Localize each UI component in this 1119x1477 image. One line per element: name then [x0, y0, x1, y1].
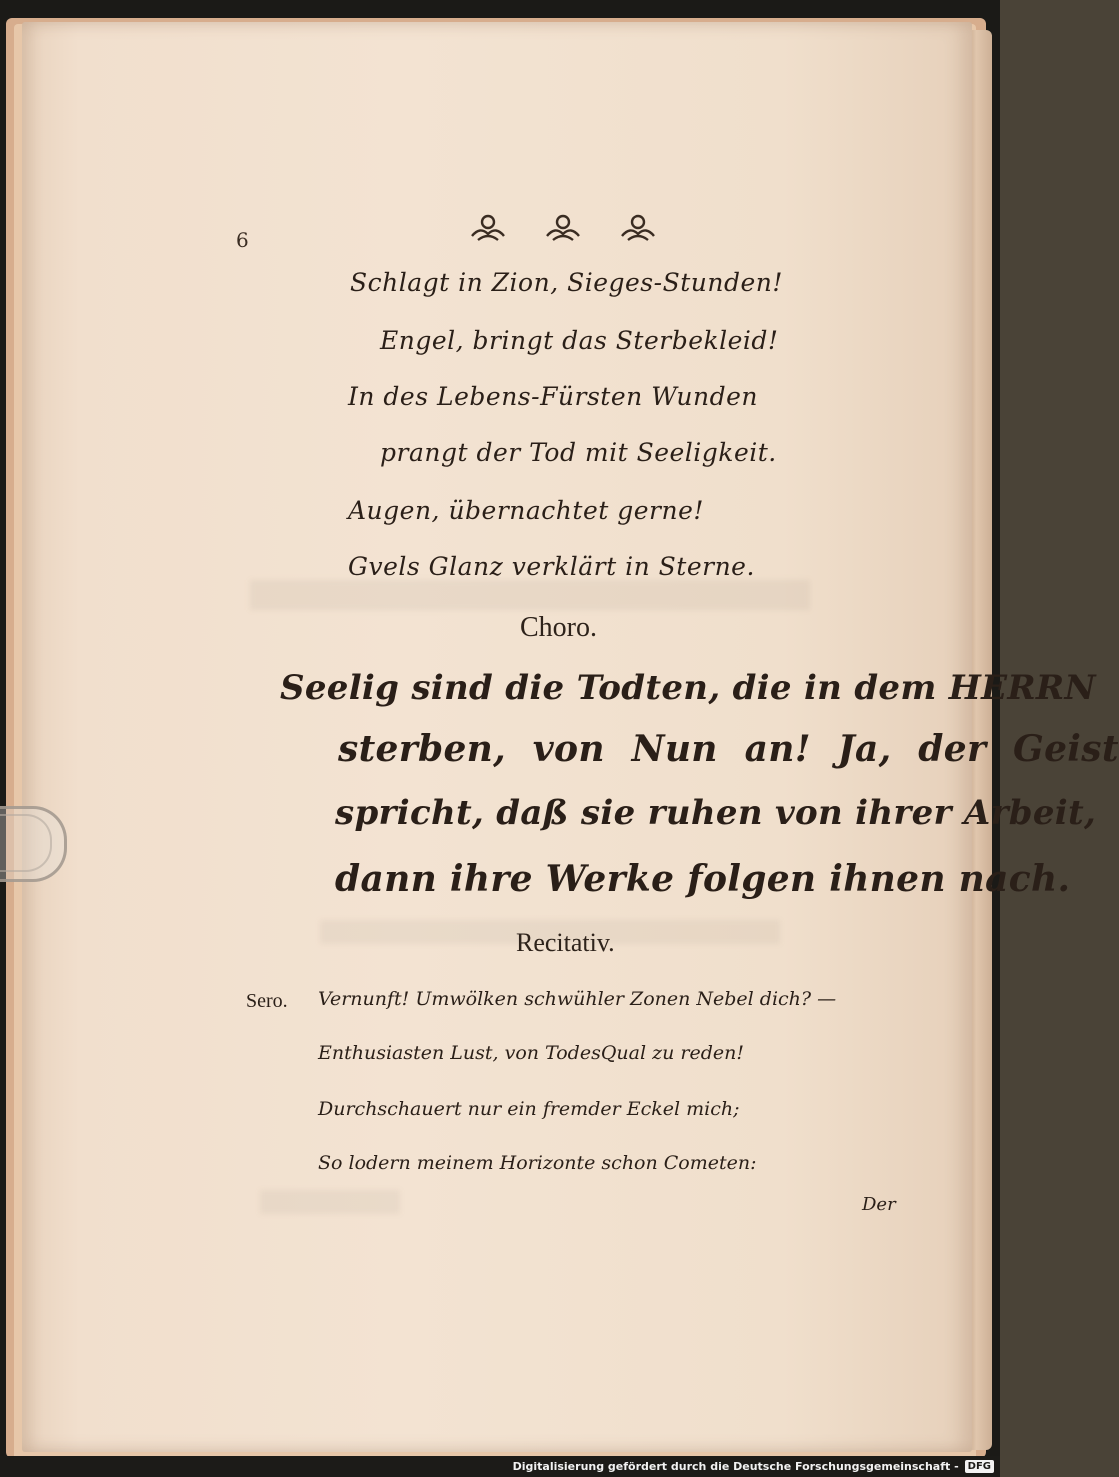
ornament-row — [468, 212, 658, 246]
recitative-line: Vernunft! Umwölken schwühler Zonen Nebel dich? — — [318, 988, 837, 1010]
section-heading-recitativ: Recitativ. — [516, 928, 615, 957]
chorus-line: sterben, von Nun an! Ja, der Geist — [338, 728, 1119, 770]
verse-line: prangt der Tod mit Seeligkeit. — [380, 438, 777, 467]
recitative-line: Enthusiasten Lust, von TodesQual zu reden! — [318, 1042, 744, 1064]
ornament-icon — [618, 212, 658, 246]
catchword: Der — [862, 1194, 896, 1215]
show-through-smudge — [250, 580, 810, 610]
recitative-line: Durchschauert nur ein fremder Eckel mich; — [318, 1098, 740, 1120]
verse-line: Schlagt in Zion, Sieges-Stunden! — [350, 268, 783, 297]
speaker-label: Sero. — [246, 990, 288, 1012]
ornament-icon — [468, 212, 508, 246]
show-through-smudge — [260, 1190, 400, 1214]
dfg-logo: DFG — [965, 1460, 994, 1473]
section-heading-choro: Choro. — [520, 612, 597, 643]
verse-line: In des Lebens-Fürsten Wunden — [348, 382, 758, 411]
recitative-line: So lodern meinem Horizonte schon Cometen: — [318, 1152, 757, 1174]
page-number: 6 — [236, 228, 249, 252]
footer-bar — [0, 1456, 1000, 1477]
chorus-line: Seelig sind die Todten, die in dem HERRN — [280, 668, 1096, 708]
verse-line: Gvels Glanz verklärt in Sterne. — [348, 552, 755, 581]
chorus-line: spricht, daß sie ruhen von ihrer Arbeit, — [335, 793, 1097, 833]
footer-credit: Digitalisierung gefördert durch die Deutsche Forschungsgemeinschaft - — [512, 1460, 959, 1473]
ornament-icon — [543, 212, 583, 246]
chorus-line: dann ihre Werke folgen ihnen nach. — [335, 858, 1071, 900]
verse-line: Engel, bringt das Sterbekleid! — [380, 326, 779, 355]
paper-clip-inner — [0, 814, 52, 872]
verse-line: Augen, übernachtet gerne! — [348, 496, 704, 525]
